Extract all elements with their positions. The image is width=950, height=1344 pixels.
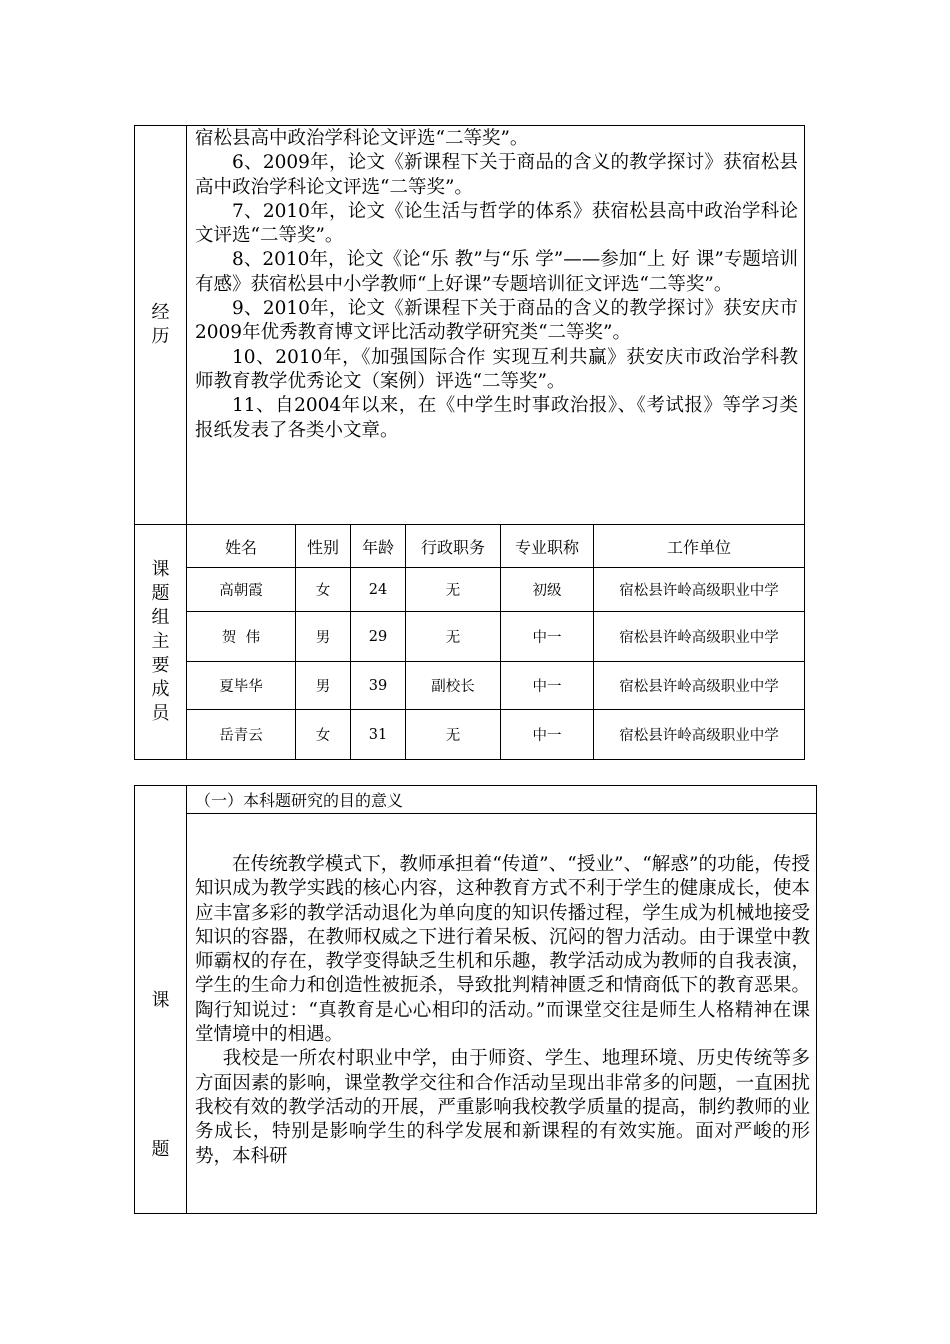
header-gender: 性别 xyxy=(296,525,351,568)
member-age: 31 xyxy=(351,710,406,760)
member-admin-post: 无 xyxy=(406,710,501,760)
members-header-row xyxy=(135,525,805,568)
member-title: 中一 xyxy=(501,662,594,710)
member-name: 高朝霞 xyxy=(187,568,296,612)
member-admin-post: 无 xyxy=(406,568,501,612)
member-name: 贺 伟 xyxy=(187,612,296,662)
essay-content xyxy=(187,814,817,1214)
experience-label-cell xyxy=(135,126,187,525)
member-gender: 女 xyxy=(296,710,351,760)
table-row xyxy=(135,568,805,612)
header-name: 姓名 xyxy=(187,525,296,568)
members-label-cell xyxy=(135,525,187,760)
experience-paragraph: 7、2010年，论文《论生活与哲学的体系》获宿松县高中政治学科论文评选“二等奖”。 xyxy=(195,200,798,247)
member-title: 中一 xyxy=(501,710,594,760)
essay-paragraph: 我校是一所农村职业中学，由于师资、学生、地理环境、历史传统等多方面因素的影响，课堂教学交往和合作活动呈现出非常多的问题，一直困扰我校有效的教学活动的开展，严重影响我校教学质量的提高，制约教师的业务成长，特别是影响学生的科学发展和新课程的有效实施。面对严峻的形势，本科研 xyxy=(195,1048,810,1167)
member-name: 岳青云 xyxy=(187,710,296,760)
experience-members-table xyxy=(134,125,805,760)
member-gender: 男 xyxy=(296,662,351,710)
experience-label: 经历 xyxy=(151,302,170,347)
member-admin-post: 无 xyxy=(406,612,501,662)
table-row xyxy=(135,612,805,662)
member-title: 中一 xyxy=(501,612,594,662)
experience-paragraph: 8、2010年，论文《论“乐 教”与“乐 学”——参加“上 好 课”专题培训有感》获宿松县中小学教师“上好课”专题培训征文评选“二等奖”。 xyxy=(195,249,798,295)
member-name: 夏毕华 xyxy=(187,662,296,710)
header-admin-post: 行政职务 xyxy=(406,525,501,568)
member-workplace: 宿松县许岭高级职业中学 xyxy=(594,612,805,662)
header-age: 年龄 xyxy=(351,525,406,568)
member-title: 初级 xyxy=(501,568,594,612)
member-workplace: 宿松县许岭高级职业中学 xyxy=(594,568,805,612)
member-age: 29 xyxy=(351,612,406,662)
header-workplace: 工作单位 xyxy=(594,525,805,568)
header-title: 专业职称 xyxy=(501,525,594,568)
experience-paragraph: 9、2010年，论文《新课程下关于商品的含义的教学探讨》获安庆市2009年优秀教育博文评比活动教学研究类“二等奖”。 xyxy=(195,298,798,344)
experience-paragraph: 6、2009年，论文《新课程下关于商品的含义的教学探讨》获宿松县高中政治学科论文评选“二等奖”。 xyxy=(195,152,798,198)
experience-content xyxy=(187,126,805,525)
members-label: 课 题 组 主 要 成 员 xyxy=(151,559,170,724)
member-gender: 男 xyxy=(296,612,351,662)
member-gender: 女 xyxy=(296,568,351,612)
topic-label-bottom: 题 xyxy=(151,1139,170,1160)
table-row xyxy=(135,662,805,710)
table-row xyxy=(135,710,805,760)
topic-label-cell xyxy=(135,786,187,1214)
topic-label-top: 课 xyxy=(151,990,170,1011)
member-workplace: 宿松县许岭高级职业中学 xyxy=(594,710,805,760)
experience-paragraph: 宿松县高中政治学科论文评选“二等奖”。 xyxy=(195,128,529,149)
experience-paragraph: 10、2010年，《加强国际合作 实现互利共赢》获安庆市政治学科教师教育教学优秀论文（案例）评选“二等奖”。 xyxy=(195,346,798,392)
member-age: 39 xyxy=(351,662,406,710)
member-age: 24 xyxy=(351,568,406,612)
experience-row xyxy=(135,126,805,525)
essay-row xyxy=(135,814,817,1214)
essay-paragraph: 在传统教学模式下，教师承担着“传道”、“授业”、“解惑”的功能，传授知识成为教学实践的核心内容，这种教育方式不利于学生的健康成长，使本应丰富多彩的教学活动退化为单向度的知识传播过程，学生成为机械地接受知识的容器，在教师权威之下进行着呆板、沉闷的智力活动。由于课堂中教师霸权的存在，教学变得缺乏生机和乐趣，教学活动成为教师的自我表演，学生的生命力和创造性被扼杀，导致批判精神匮乏和情商低下的教育恶果。陶行知说过：“真教育是心心相印的活动。”而课堂交往是师生人格精神在课堂情境中的相遇。 xyxy=(195,854,810,1046)
experience-paragraph: 11、自2004年以来，在《中学生时事政治报》、《考试报》等学习类报纸发表了各类小文章。 xyxy=(195,395,798,441)
member-workplace: 宿松县许岭高级职业中学 xyxy=(594,662,805,710)
research-purpose-table xyxy=(134,785,817,1214)
member-admin-post: 副校长 xyxy=(406,662,501,710)
section-heading: （一）本科题研究的目的意义 xyxy=(187,786,817,814)
section-heading-row xyxy=(135,786,817,814)
